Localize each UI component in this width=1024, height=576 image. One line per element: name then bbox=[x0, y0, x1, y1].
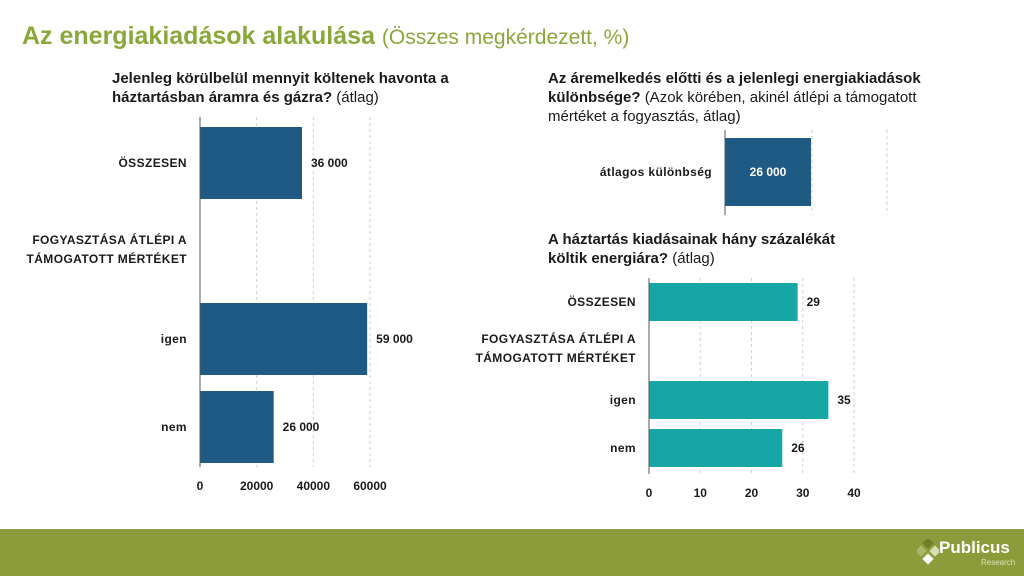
chart1-title-normal: (átlag) bbox=[336, 89, 379, 106]
chart1-title-bold: Jelenleg körülbelül mennyit költenek havonta a háztartásban áramra és gázra? bbox=[112, 70, 449, 106]
tick-label: 20 bbox=[744, 486, 759, 500]
chart3-title-normal: (átlag) bbox=[672, 250, 715, 267]
bar bbox=[200, 303, 367, 375]
tick-label: 0 bbox=[645, 486, 653, 500]
data-label: 26 000 bbox=[749, 165, 787, 179]
category-label: igen bbox=[609, 393, 636, 407]
category-label: nem bbox=[610, 441, 636, 455]
data-label: 59 000 bbox=[376, 332, 413, 346]
data-label: 35 bbox=[837, 393, 851, 407]
category-label: igen bbox=[160, 332, 187, 346]
bar bbox=[649, 283, 798, 321]
tick-label: 60000 bbox=[353, 479, 387, 493]
chart-3 bbox=[476, 278, 861, 500]
chart3-title-bold: A háztartás kiadásainak hány százalékát költik energiára? bbox=[548, 231, 836, 267]
logo-sub: Research bbox=[981, 558, 1016, 567]
data-label: 26 000 bbox=[282, 420, 320, 434]
data-label: 29 bbox=[806, 295, 820, 309]
bar bbox=[649, 429, 782, 467]
page-title-sub: (Összes megkérdezett, %) bbox=[381, 26, 630, 49]
logo-name: Publicus bbox=[939, 538, 1010, 557]
tick-label: 30 bbox=[796, 486, 810, 500]
chart-2 bbox=[600, 130, 887, 215]
footer-bar bbox=[0, 529, 1024, 576]
bar bbox=[200, 127, 302, 199]
chart-1 bbox=[27, 117, 414, 493]
tick-label: 40000 bbox=[296, 479, 331, 493]
category-label: FOGYASZTÁSA ÁTLÉPI A TÁMOGATOTT MÉRTÉKET bbox=[26, 233, 187, 266]
publicus-logo bbox=[917, 535, 1022, 573]
bar bbox=[649, 381, 828, 419]
data-label: 26 bbox=[791, 441, 805, 455]
category-label: átlagos különbség bbox=[599, 165, 712, 179]
bar bbox=[200, 391, 274, 463]
category-label: ÖSSZESEN bbox=[567, 295, 636, 309]
tick-label: 40 bbox=[847, 486, 861, 500]
tick-label: 10 bbox=[693, 486, 707, 500]
category-label: ÖSSZESEN bbox=[118, 156, 187, 170]
tick-label: 20000 bbox=[239, 479, 274, 493]
category-label: FOGYASZTÁSA ÁTLÉPI A TÁMOGATOTT MÉRTÉKET bbox=[475, 332, 636, 365]
logo-mark-icon bbox=[917, 539, 939, 565]
chart2-title-bold: Az áremelkedés előtti és a jelenlegi energiakiadások különbsége? bbox=[548, 70, 921, 106]
category-label: nem bbox=[161, 420, 187, 434]
data-label: 36 000 bbox=[311, 156, 348, 170]
page-title-main: Az energiakiadások alakulása bbox=[22, 22, 375, 50]
chart2-title-normal: (Azok körében, akinél átlépi a támogatott mértéket a fogyasztás, átlag) bbox=[548, 89, 917, 125]
tick-label: 0 bbox=[196, 479, 204, 493]
